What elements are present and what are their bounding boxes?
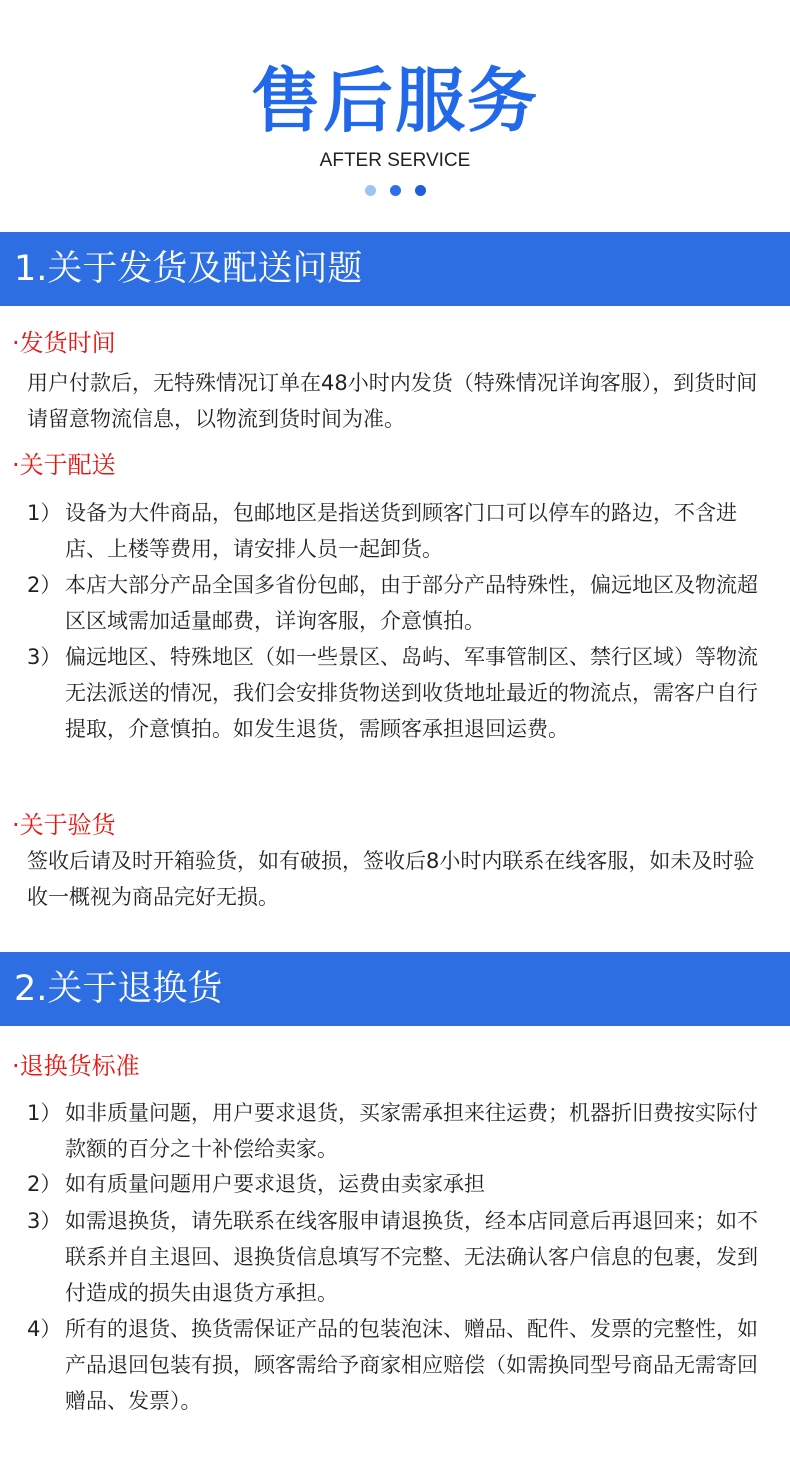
page-subtitle: AFTER SERVICE	[319, 150, 471, 171]
list-item-number: 1）	[27, 501, 62, 525]
list-item-return-4	[27, 1311, 772, 1419]
section-heading-returns	[0, 952, 790, 1026]
list-item-return-3	[27, 1203, 772, 1311]
page-header	[0, 0, 790, 232]
subheading-inspection: ·关于验货	[12, 811, 116, 839]
decorative-dots	[0, 185, 790, 196]
list-item-number: 3）	[27, 645, 62, 669]
list-item-text: 如需退换货，请先联系在线客服申请退换货，经本店同意后再退回来；如不联系并自主退回、退换货信息填写不完整、无法确认客户信息的包裹，发到付造成的损失由退货方承担。	[65, 1209, 758, 1305]
list-item-delivery-2	[27, 567, 772, 639]
list-item-delivery-3	[27, 639, 772, 747]
list-item-text: 如有质量问题用户要求退货，运费由卖家承担	[65, 1172, 485, 1196]
list-item-text: 所有的退货、换货需保证产品的包装泡沫、赠品、配件、发票的完整性，如产品退回包装有损，顾客需给予商家相应赔偿（如需换同型号商品无需寄回赠品、发票）。	[65, 1317, 758, 1413]
dot-dark	[415, 185, 426, 196]
list-item-number: 2）	[27, 1172, 62, 1196]
list-item-number: 2）	[27, 573, 62, 597]
dot-light	[365, 185, 376, 196]
paragraph-inspection: 签收后请及时开箱验货，如有破损，签收后8小时内联系在线客服，如未及时验收一概视为商品完好无损。	[27, 849, 755, 909]
list-item-text: 设备为大件商品，包邮地区是指送货到顾客门口可以停车的路边，不含进店、上楼等费用，请安排人员一起卸货。	[65, 501, 737, 561]
list-item-text: 本店大部分产品全国多省份包邮，由于部分产品特殊性，偏远地区及物流超区区域需加适量邮费，详询客服，介意慎拍。	[65, 573, 758, 633]
section-heading-text: 2.关于退换货	[14, 969, 223, 1009]
subheading-delivery: ·关于配送	[12, 451, 116, 479]
subheading-return-standard: ·退换货标准	[12, 1052, 140, 1080]
list-item-number: 4）	[27, 1317, 62, 1341]
dot-medium	[390, 185, 401, 196]
section-heading-shipping	[0, 232, 790, 306]
list-item-delivery-1	[27, 495, 772, 567]
list-item-return-2	[27, 1166, 772, 1202]
list-item-text: 如非质量问题，用户要求退货，买家需承担来往运费；机器折旧费按实际付款额的百分之十补偿给卖家。	[65, 1101, 758, 1161]
paragraph-shipping-time: 用户付款后，无特殊情况订单在48小时内发货（特殊情况详询客服），到货时间请留意物流信息，以物流到货时间为准。	[27, 371, 758, 431]
list-item-number: 1）	[27, 1101, 62, 1125]
page-title: 售后服务	[251, 60, 539, 142]
list-item-number: 3）	[27, 1209, 62, 1233]
subheading-shipping-time: ·发货时间	[12, 329, 116, 357]
section-heading-text: 1.关于发货及配送问题	[14, 249, 363, 289]
list-item-text: 偏远地区、特殊地区（如一些景区、岛屿、军事管制区、禁行区域）等物流无法派送的情况，我们会安排货物送到收货地址最近的物流点，需客户自行提取，介意慎拍。如发生退货，需顾客承担退回运费。	[65, 645, 758, 741]
list-item-return-1	[27, 1095, 772, 1167]
